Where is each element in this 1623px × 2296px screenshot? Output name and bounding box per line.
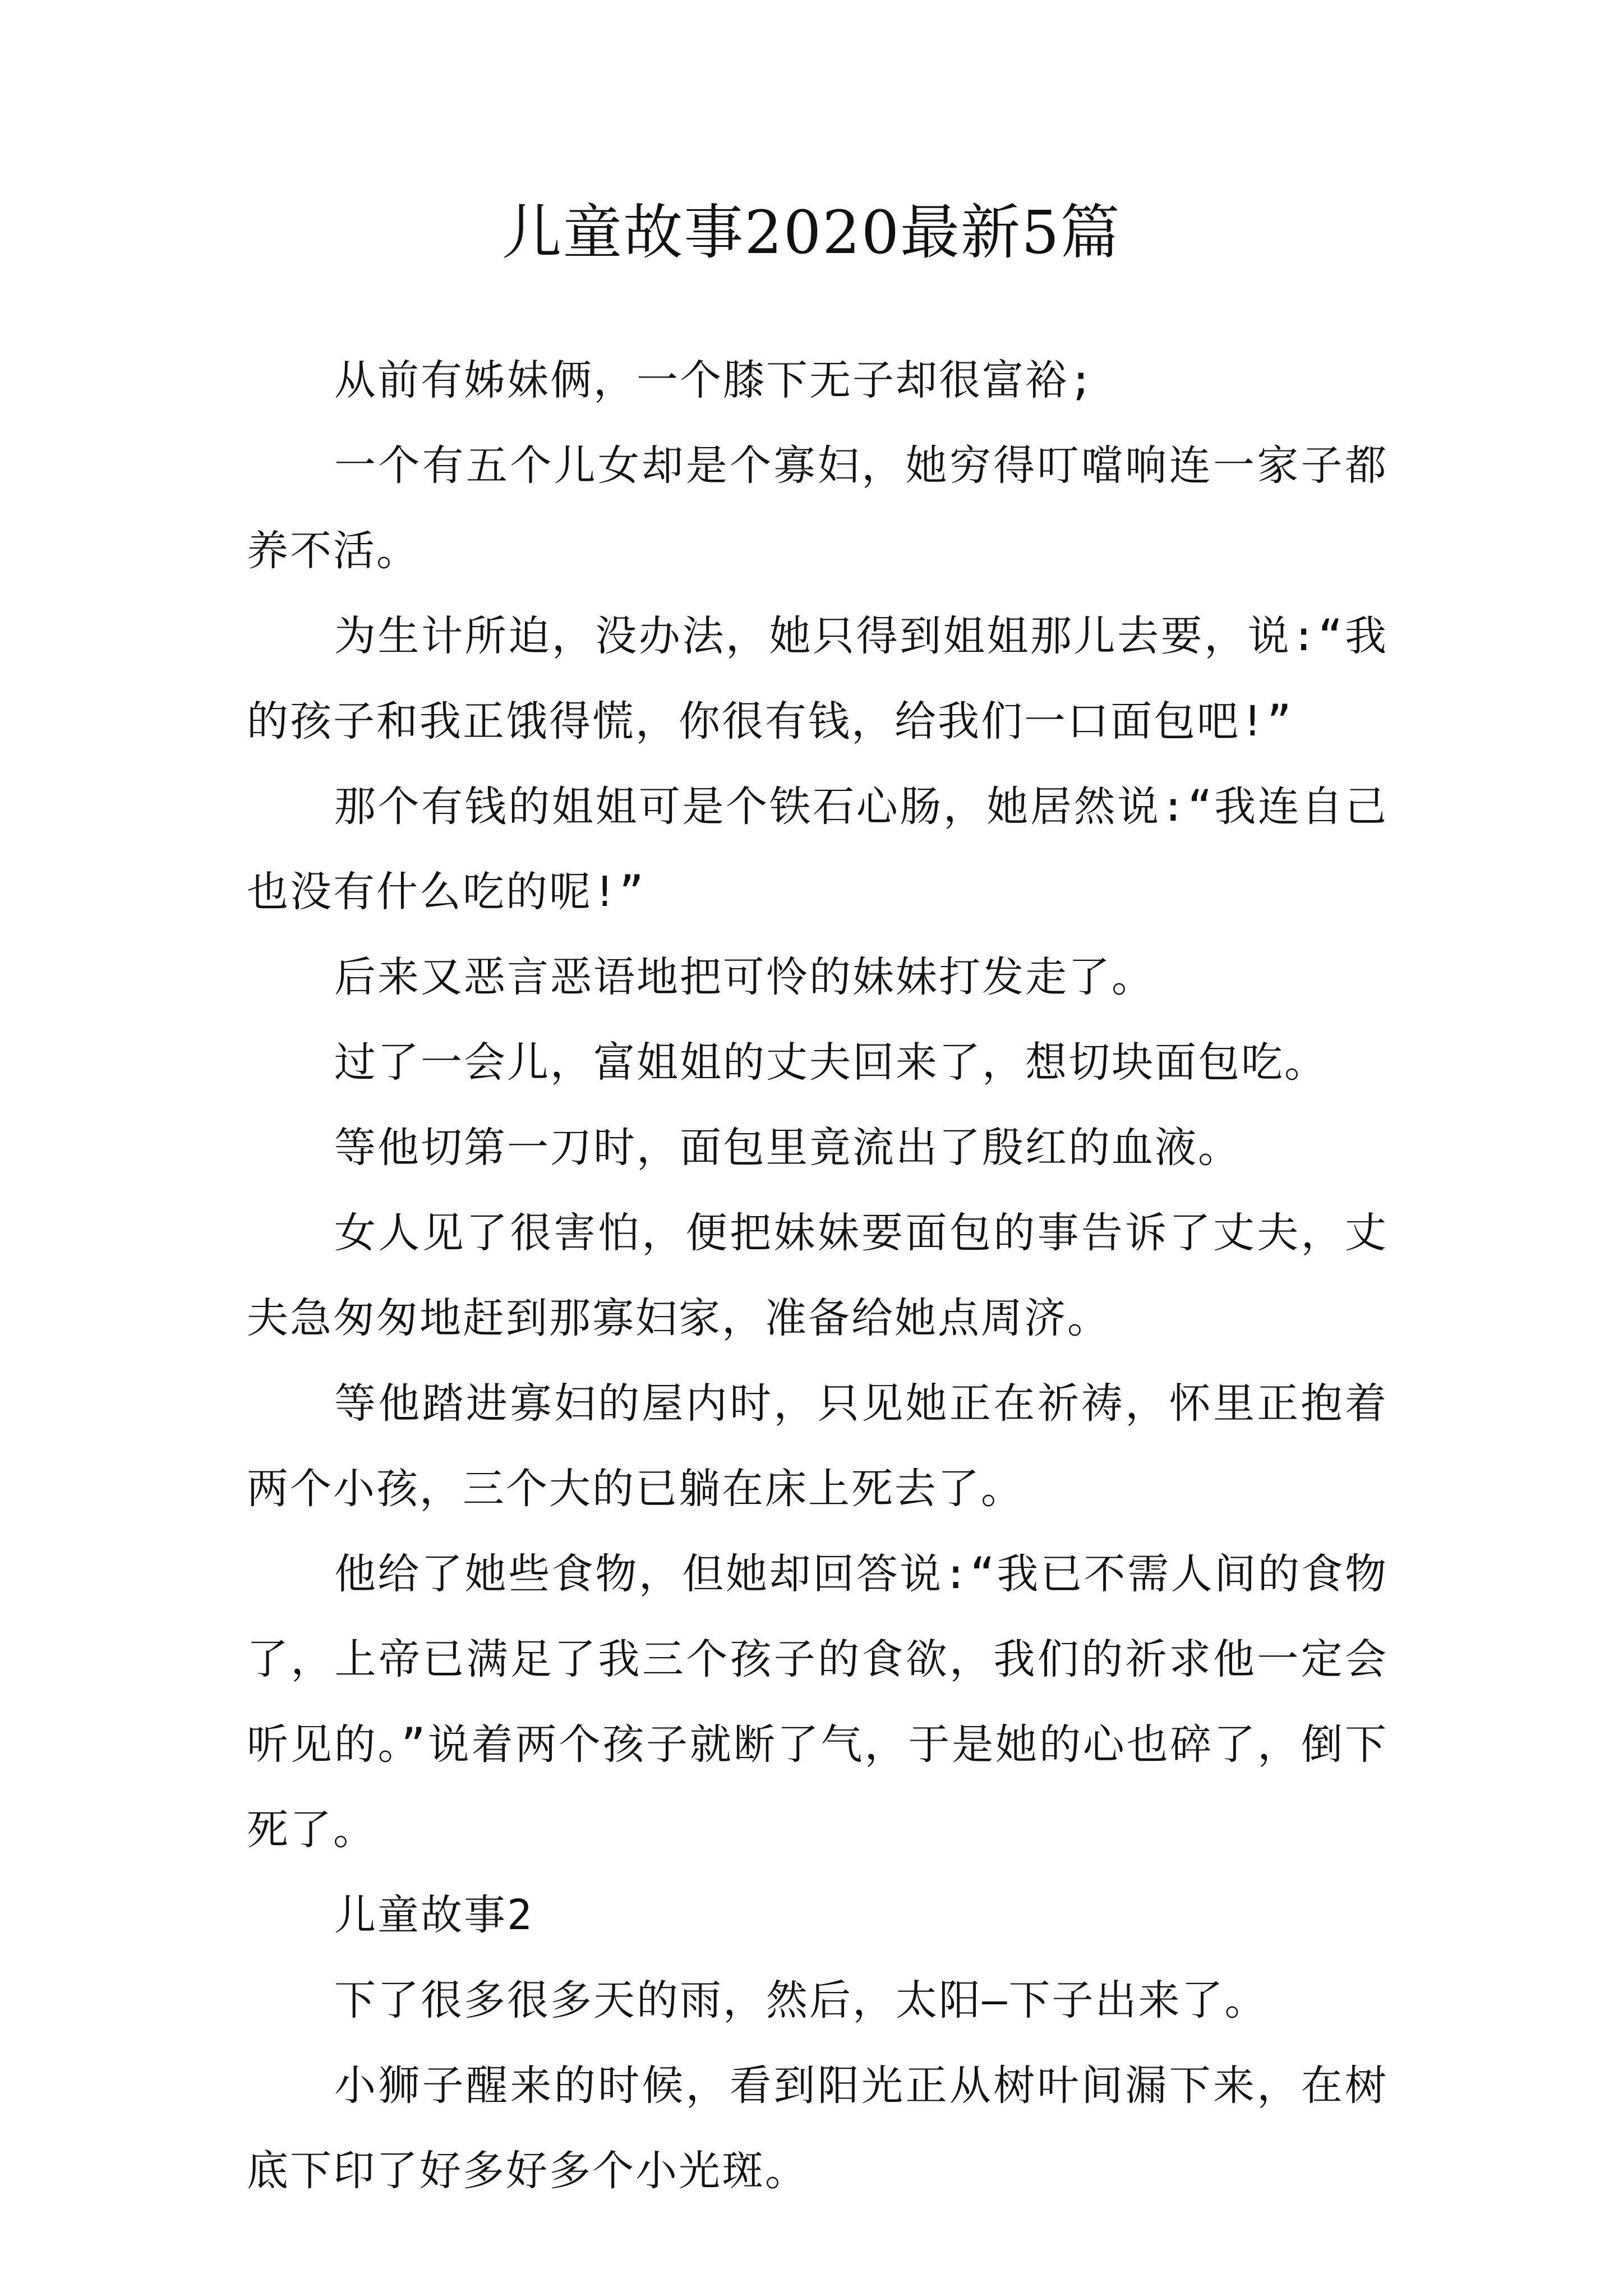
paragraph: 等他踏进寡妇的屋内时，只见她正在祈祷，怀里正抱着两个小孩，三个大的已躺在床上死去了。 <box>247 1379 1388 1513</box>
paragraph: 过了一会儿，富姐姐的丈夫回来了，想切块面包吃。 <box>334 1038 1327 1087</box>
section-heading: 儿童故事2 <box>334 1891 534 1939</box>
paragraph: 小狮子醒来的时候，看到阳光正从树叶间漏下来，在树底下印了好多好多个小光斑。 <box>247 2062 1388 2195</box>
paragraph: 从前有姊妹俩，一个膝下无子却很富裕; <box>334 356 1095 404</box>
paragraph: 女人见了很害怕，便把妹妹要面包的事告诉了丈夫，丈夫急匆匆地赶到那寡妇家，准备给她点周济。 <box>247 1209 1388 1342</box>
document-title: 儿童故事2020最新5篇 <box>502 198 1121 267</box>
paragraph: 下了很多很多天的雨，然后，太阳—下子出来了。 <box>334 1976 1268 2024</box>
paragraph: 一个有五个儿女却是个寡妇，她穷得叮噹响连一家子都养不活。 <box>247 441 1388 575</box>
paragraph: 那个有钱的姐姐可是个铁石心肠，她居然说:“我连自己也没有什么吃的呢!” <box>247 783 1388 916</box>
paragraph: 后来又恶言恶语地把可怜的妹妹打发走了。 <box>334 953 1155 1001</box>
paragraph: 等他切第一刀时，面包里竟流出了殷红的血液。 <box>334 1124 1241 1172</box>
paragraph: 为生计所迫，没办法，她只得到姐姐那儿去要，说:“我的孩子和我正饿得慌，你很有钱，给我们一口面包吧!” <box>247 612 1388 746</box>
document-body <box>247 338 1388 2214</box>
paragraph: 他给了她些食物，但她却回答说:“我已不需人间的食物了，上帝已满足了我三个孩子的食欲，我们的祈求他一定会听见的。”说着两个孩子就断了气，于是她的心也碎了，倒下死了。 <box>247 1550 1388 1854</box>
